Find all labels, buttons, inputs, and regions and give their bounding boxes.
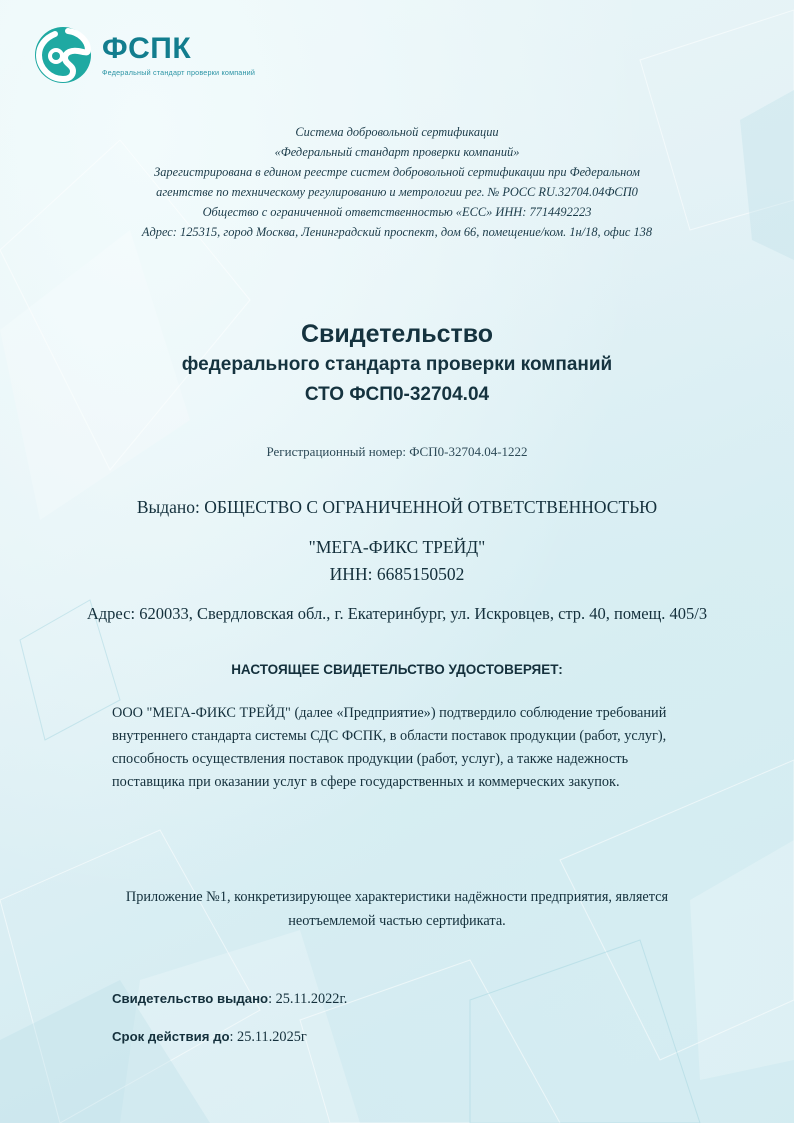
registration-number: Регистрационный номер: ФСП0-32704.04-1222 — [266, 444, 528, 459]
page-title: Свидетельство — [300, 320, 494, 348]
valid-until-value: : 25.11.2025г — [229, 1029, 307, 1045]
company-inn: ИНН: 6685150502 — [329, 564, 465, 584]
header-line-5: Общество с ограниченной ответственностью «ЕСС» ИНН: 7714492223 — [202, 205, 592, 219]
issue-date-value: : 25.11.2022г. — [268, 991, 348, 1007]
header-line-2: «Федеральный стандарт проверки компаний» — [274, 145, 520, 159]
issue-date-row — [112, 980, 692, 1018]
fspk-logo-icon — [34, 26, 92, 84]
dates-block — [112, 980, 692, 1056]
document-title — [0, 318, 794, 410]
issue-date-label: Свидетельство выдано — [112, 991, 269, 1006]
standard-code: СТО ФСП0-32704.04 — [304, 384, 490, 405]
company-address: Адрес: 620033, Свердловская обл., г. Екатеринбург, ул. Искровцев, стр. 40, помещ. 405/3 — [86, 604, 708, 623]
certifies-heading: НАСТОЯЩЕЕ СВИДЕТЕЛЬСТВО УДОСТОВЕРЯЕТ: — [231, 662, 563, 677]
appendix-note: Приложение №1, конкретизирующее характеристики надёжности предприятия, является неотъемлемой частью сертификата. — [125, 889, 669, 929]
header-line-3: Зарегистрирована в едином реестре систем добровольной сертификации при Федеральном — [154, 165, 640, 179]
company-name: "МЕГА-ФИКС ТРЕЙД" — [308, 537, 486, 557]
valid-until-label: Срок действия до — [112, 1029, 230, 1044]
header-line-6: Адрес: 125315, город Москва, Ленинградский проспект, дом 66, помещение/ком. 1н/18, офис 138 — [141, 225, 653, 239]
issued-to-label: Выдано: ОБЩЕСТВО С ОГРАНИЧЕННОЙ ОТВЕТСТВЕННОСТЬЮ — [136, 497, 658, 517]
header-line-4: агентстве по техническому регулированию и метрологии рег. № РОСС RU.32704.04ФСП0 — [156, 185, 638, 199]
logo-name: ФСПК — [102, 31, 192, 65]
header-line-1: Система добровольной сертификации — [295, 125, 499, 139]
valid-until-row — [112, 1018, 692, 1056]
issued-to-block — [0, 487, 794, 567]
system-header — [0, 122, 794, 242]
logo-subtitle: Федеральный стандарт проверки компаний — [102, 67, 256, 77]
certifies-body: ООО "МЕГА-ФИКС ТРЕЙД" (далее «Предприятие») подтвердило соблюдение требований внутреннего стандарта системы СДС ФСПК, в области поставок продукции (работ, услуг), способность осуществления поставок продукции (работ, услуг), а также надежность поставщика при оказании услуг в сфере государственных и коммерческих закупок. — [112, 705, 667, 790]
logo — [34, 26, 255, 84]
title-subtitle: федерального стандарта проверки компаний — [181, 354, 613, 375]
